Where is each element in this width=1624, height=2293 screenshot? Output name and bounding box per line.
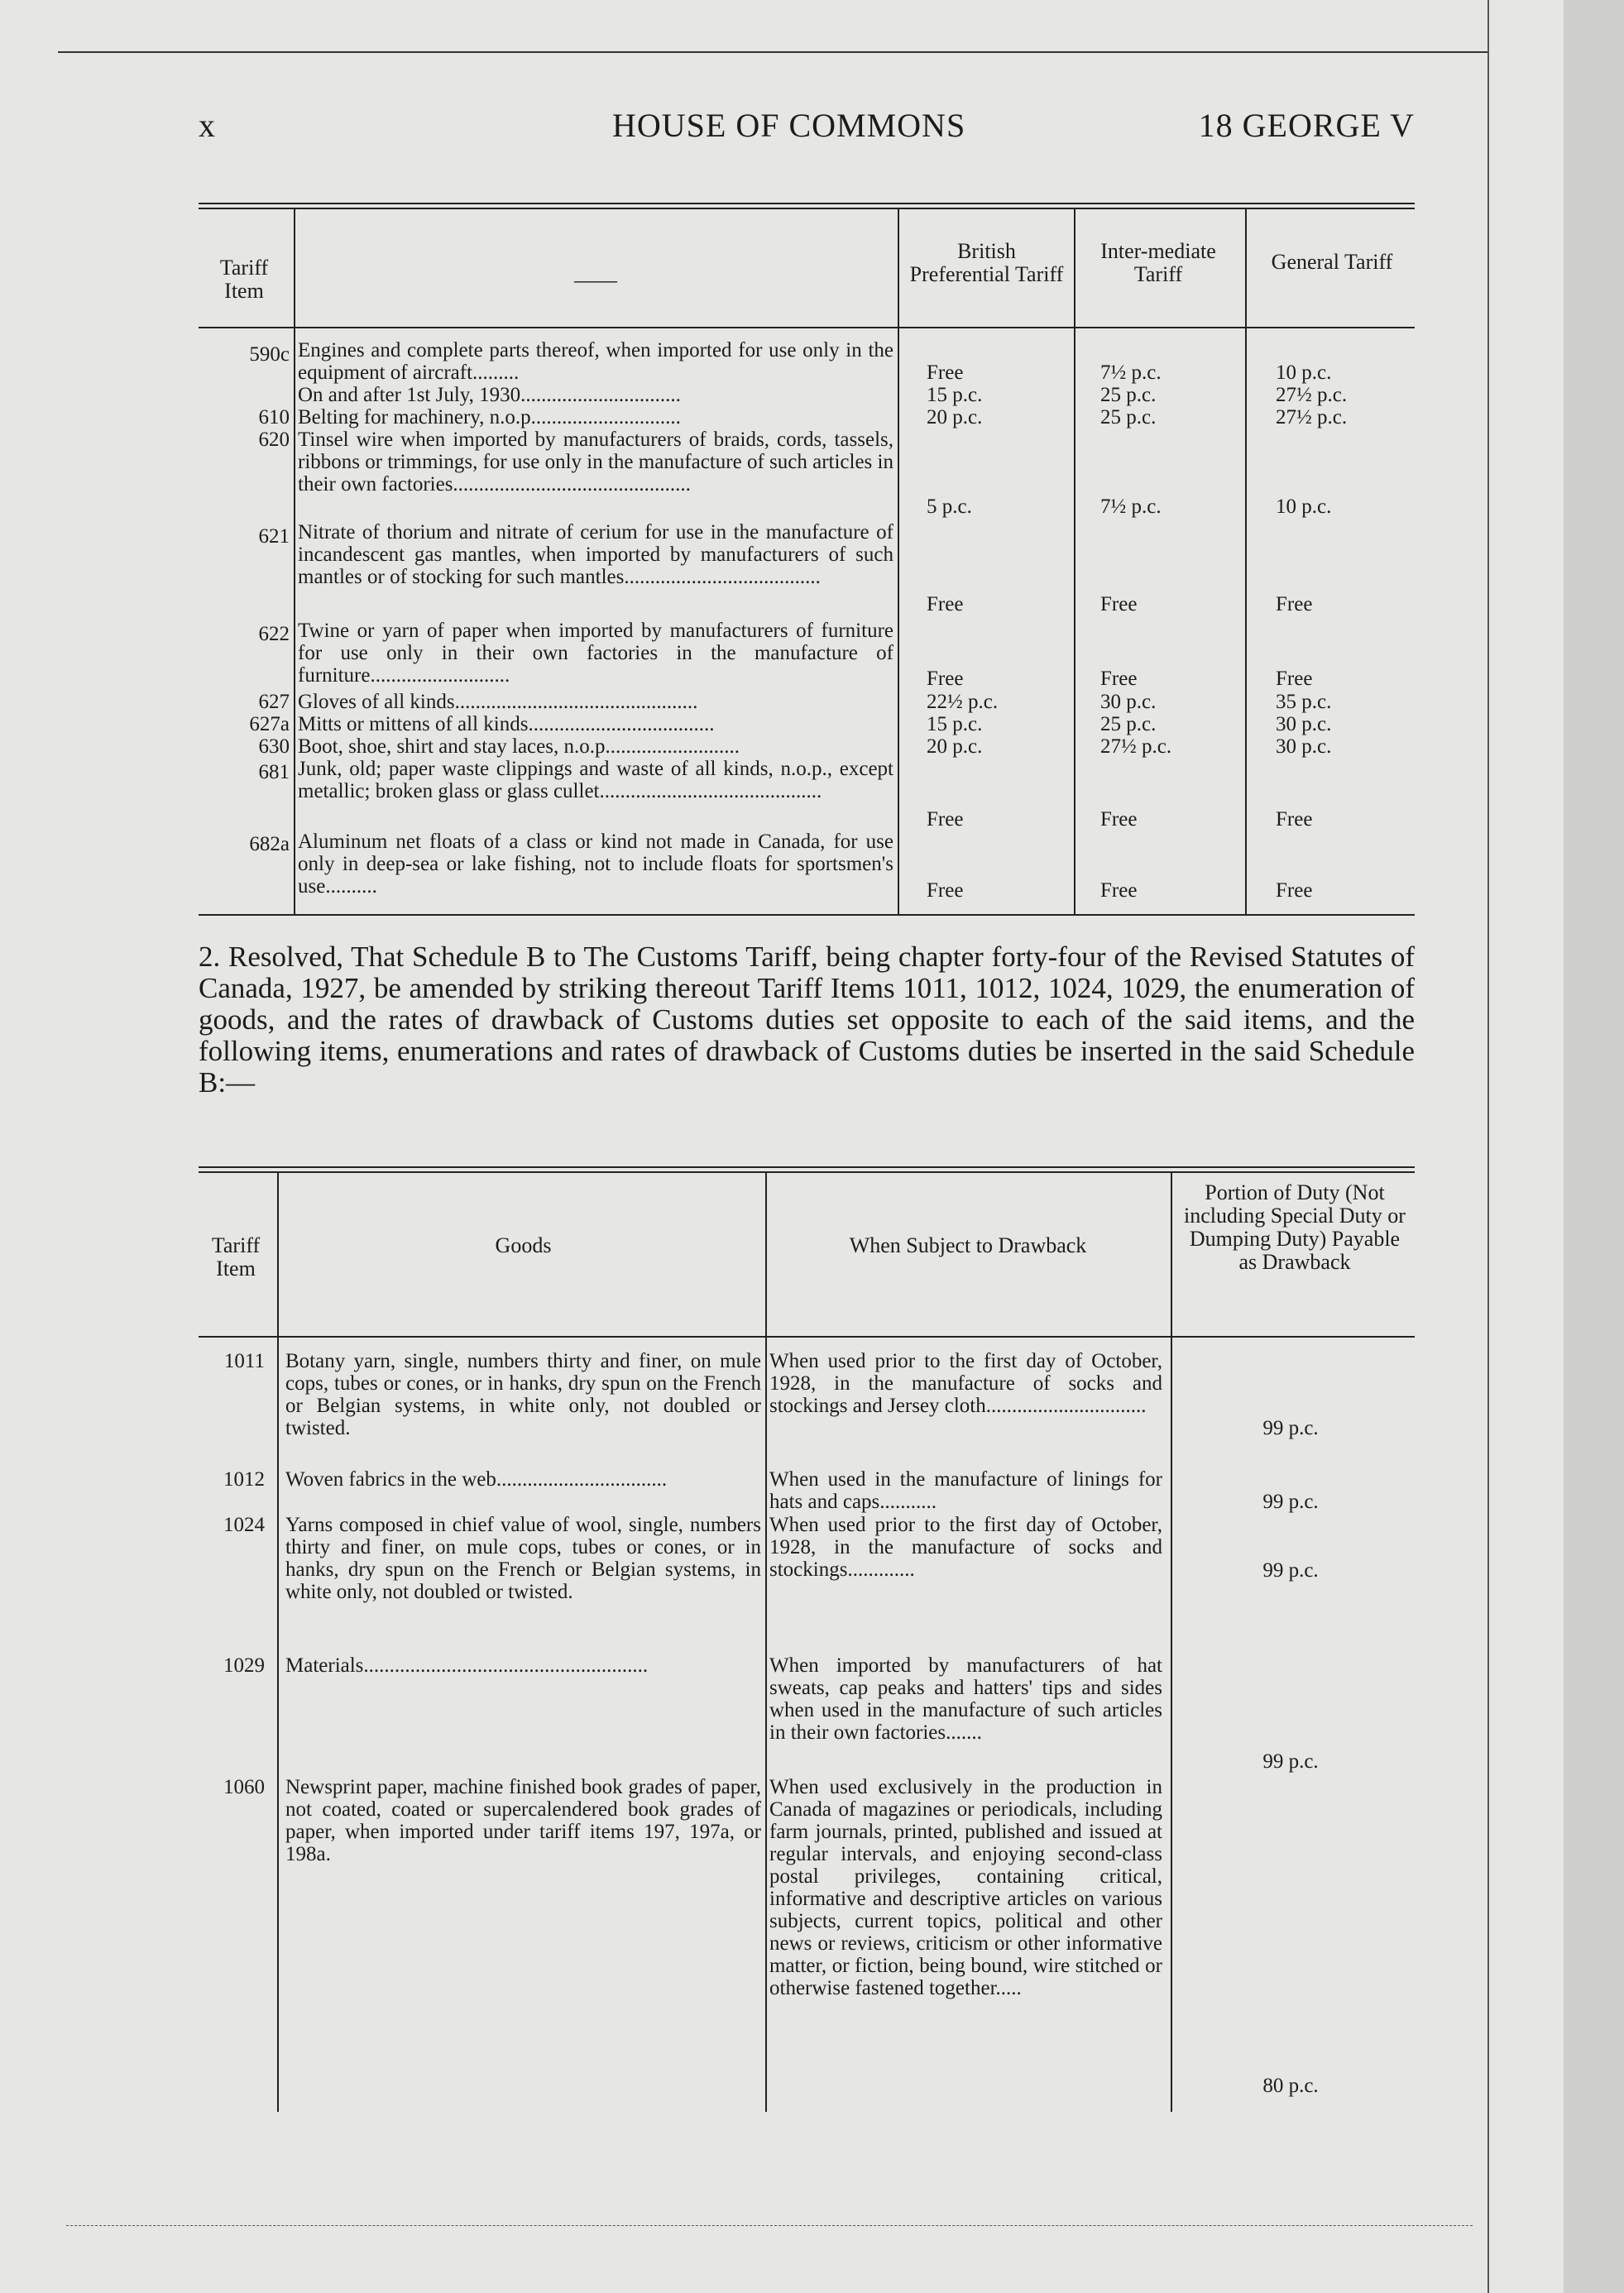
intermediate-rate: 25 p.c.	[1100, 384, 1157, 406]
tariff-code: 590c	[249, 343, 290, 366]
tariff-code: 627	[258, 691, 290, 713]
tariff-description: Engines and complete parts thereof, when imported for use only in the equipment of aircraft.........	[298, 339, 893, 384]
general-rate: Free	[1276, 879, 1313, 902]
british-rate: 15 p.c.	[927, 384, 983, 406]
drawback-rate: 99 p.c.	[1262, 1559, 1319, 1582]
table-rule	[199, 1166, 1415, 1168]
general-rate: Free	[1276, 668, 1313, 690]
table-rule	[199, 914, 1415, 916]
drawback-condition: When used exclusively in the production in Canada of magazines or periodicals, including farm journals, printed, published and issued at regular intervals, and enjoying second-class postal privileges, containing critical, informative and descriptive articles on various subjects, current topics, political and other news or reviews, criticism or other informative matter, or fiction, being bound, wire stitched or otherwise fastened together.....	[769, 1776, 1162, 1999]
tariff-code: 621	[258, 525, 290, 548]
scan-edge	[1564, 0, 1624, 2293]
tariff-code: 1024	[223, 1514, 265, 1536]
general-rate: 30 p.c.	[1276, 713, 1332, 735]
header-goods: Goods	[495, 1233, 552, 1257]
page-title: HOUSE OF COMMONS	[612, 107, 966, 144]
intermediate-rate: 25 p.c.	[1100, 713, 1157, 735]
british-rate: 20 p.c.	[927, 406, 983, 428]
british-rate: Free	[927, 808, 964, 831]
table-rule	[199, 327, 1415, 328]
intermediate-rate: Free	[1100, 668, 1138, 690]
british-rate: Free	[927, 361, 964, 384]
general-rate: 10 p.c.	[1276, 495, 1332, 518]
tariff-code: 681	[258, 761, 290, 783]
general-rate: 35 p.c.	[1276, 691, 1332, 713]
british-rate: Free	[927, 668, 964, 690]
tariff-description: Twine or yarn of paper when imported by manufacturers of furniture for use only in their own factories in the manufacture of furniture...........................	[298, 620, 893, 687]
page-right-border	[1487, 0, 1489, 2293]
british-rate: Free	[927, 879, 964, 902]
tariff-code: 682a	[249, 833, 290, 855]
tariff-code: 630	[258, 735, 290, 758]
tariff-description: Boot, shoe, shirt and stay laces, n.o.p..........................	[298, 735, 740, 758]
intermediate-rate: 25 p.c.	[1100, 406, 1157, 428]
drawback-condition: When used in the manufacture of linings for hats and caps...........	[769, 1468, 1162, 1513]
tariff-code: 627a	[249, 713, 290, 735]
table-rule	[199, 208, 1415, 209]
intermediate-rate: 7½ p.c.	[1100, 361, 1162, 384]
header-portion-of-duty: Portion of Duty (Not including Special Duty or Dumping Duty) Payable as Drawback	[1184, 1180, 1406, 1274]
drawback-rate: 99 p.c.	[1262, 1491, 1319, 1513]
general-rate: 10 p.c.	[1276, 361, 1332, 384]
tariff-code: 1029	[223, 1654, 265, 1677]
header-british: British Preferential Tariff	[909, 239, 1064, 286]
tariff-description: Belting for machinery, n.o.p.............................	[298, 406, 681, 428]
tariff-description: Tinsel wire when imported by manufacturers of braids, cords, tassels, ribbons or trimmings, for use only in the manufacture of such articles in their own factories..............................................	[298, 428, 893, 495]
column-divider	[1245, 209, 1247, 914]
table-rule	[199, 1336, 1415, 1338]
tariff-description: On and after 1st July, 1930...............................	[298, 384, 681, 406]
tariff-description: Mitts or mittens of all kinds....................................	[298, 713, 715, 735]
tariff-code: 1012	[223, 1468, 265, 1491]
header-tariff-item: Tariff Item	[211, 1233, 261, 1281]
british-rate: 22½ p.c.	[927, 691, 999, 713]
page-header	[199, 106, 1415, 156]
drawback-rate: 80 p.c.	[1262, 2075, 1319, 2097]
general-rate: 27½ p.c.	[1276, 406, 1348, 428]
goods-description: Woven fabrics in the web.................................	[285, 1468, 668, 1491]
column-divider	[765, 1173, 767, 2112]
header-tariff-item: Tariff Item	[219, 256, 269, 303]
column-divider	[1074, 209, 1075, 914]
intermediate-rate: 27½ p.c.	[1100, 735, 1172, 758]
tariff-code: 622	[258, 623, 290, 645]
drawback-condition: When imported by manufacturers of hat sweats, cap peaks and hatters' tips and sides when used in the manufacture of such articles in their own factories.......	[769, 1654, 1162, 1744]
goods-description: Materials.......................................................	[285, 1654, 649, 1677]
tariff-code: 610	[258, 406, 290, 428]
page-number: x	[199, 107, 216, 144]
general-rate: 30 p.c.	[1276, 735, 1332, 758]
tariff-table	[199, 203, 1415, 918]
header-when: When Subject to Drawback	[849, 1233, 1087, 1257]
page-year: 18 GEORGE V	[1198, 107, 1415, 144]
intermediate-rate: 30 p.c.	[1100, 691, 1157, 713]
tariff-code: 1011	[223, 1350, 265, 1372]
header-description: ——	[574, 268, 617, 292]
intermediate-rate: 7½ p.c.	[1100, 495, 1162, 518]
drawback-condition: When used prior to the first day of October, 1928, in the manufacture of socks and stockings and Jersey cloth...............................	[769, 1350, 1162, 1417]
drawback-rate: 99 p.c.	[1262, 1417, 1319, 1439]
column-divider	[898, 209, 899, 914]
table-rule	[199, 203, 1415, 204]
goods-description: Newsprint paper, machine finished book grades of paper, not coated, coated or supercalendered book grades of paper, when imported under tariff items 197, 197a, or 198a.	[285, 1776, 761, 1865]
british-rate: 5 p.c.	[927, 495, 972, 518]
british-rate: Free	[927, 593, 964, 615]
column-divider	[277, 1173, 279, 2112]
table-rule	[199, 1171, 1415, 1173]
column-divider	[1171, 1173, 1172, 2112]
general-rate: Free	[1276, 593, 1313, 615]
drawback-condition: When used prior to the first day of October, 1928, in the manufacture of socks and stockings.............	[769, 1514, 1162, 1581]
general-rate: Free	[1276, 808, 1313, 831]
tariff-code: 1060	[223, 1776, 265, 1798]
intermediate-rate: Free	[1100, 808, 1138, 831]
drawback-table	[199, 1166, 1415, 2109]
column-divider	[294, 209, 295, 914]
intermediate-rate: Free	[1100, 879, 1138, 902]
header-intermediate: Inter-mediate Tariff	[1100, 239, 1216, 286]
header-general: General Tariff	[1271, 250, 1393, 274]
tariff-description: Aluminum net floats of a class or kind not made in Canada, for use only in deep-sea or lake fishing, not to include floats for sportsmen's use..........	[298, 831, 893, 898]
british-rate: 15 p.c.	[927, 713, 983, 735]
intermediate-rate: Free	[1100, 593, 1138, 615]
tariff-description: Nitrate of thorium and nitrate of cerium for use in the manufacture of incandescent gas mantles, when imported by manufacturers of such mantles or of stocking for such mantles......................................	[298, 521, 893, 588]
tariff-code: 620	[258, 428, 290, 451]
tariff-description: Gloves of all kinds...............................................	[298, 691, 698, 713]
drawback-rate: 99 p.c.	[1262, 1750, 1319, 1773]
page-top-border	[58, 51, 1489, 53]
tariff-description: Junk, old; paper waste clippings and waste of all kinds, n.o.p., except metallic; broken glass or glass cullet...........................................	[298, 758, 893, 802]
goods-description: Botany yarn, single, numbers thirty and finer, on mule cops, tubes or cones, or in hanks, dry spun on the French or Belgian systems, in white only, not doubled or twisted.	[285, 1350, 761, 1439]
goods-description: Yarns composed in chief value of wool, single, numbers thirty and finer, on mule cops, tubes or cones, or in hanks, dry spun on the French or Belgian systems, in white only, not doubled or twisted.	[285, 1514, 761, 1603]
bottom-rule	[66, 2225, 1473, 2226]
general-rate: 27½ p.c.	[1276, 384, 1348, 406]
british-rate: 20 p.c.	[927, 735, 983, 758]
resolution-paragraph: 2. Resolved, That Schedule B to The Customs Tariff, being chapter forty-four of the Revised Statutes of Canada, 1927, be amended by striking thereout Tariff Items 1011, 1012, 1024, 1029, the enumeration of goods, and the rates of drawback of Customs duties set opposite to each of the said items, and the following items, enumerations and rates of drawback of Customs duties be inserted in the said Schedule B:—	[199, 941, 1415, 1099]
